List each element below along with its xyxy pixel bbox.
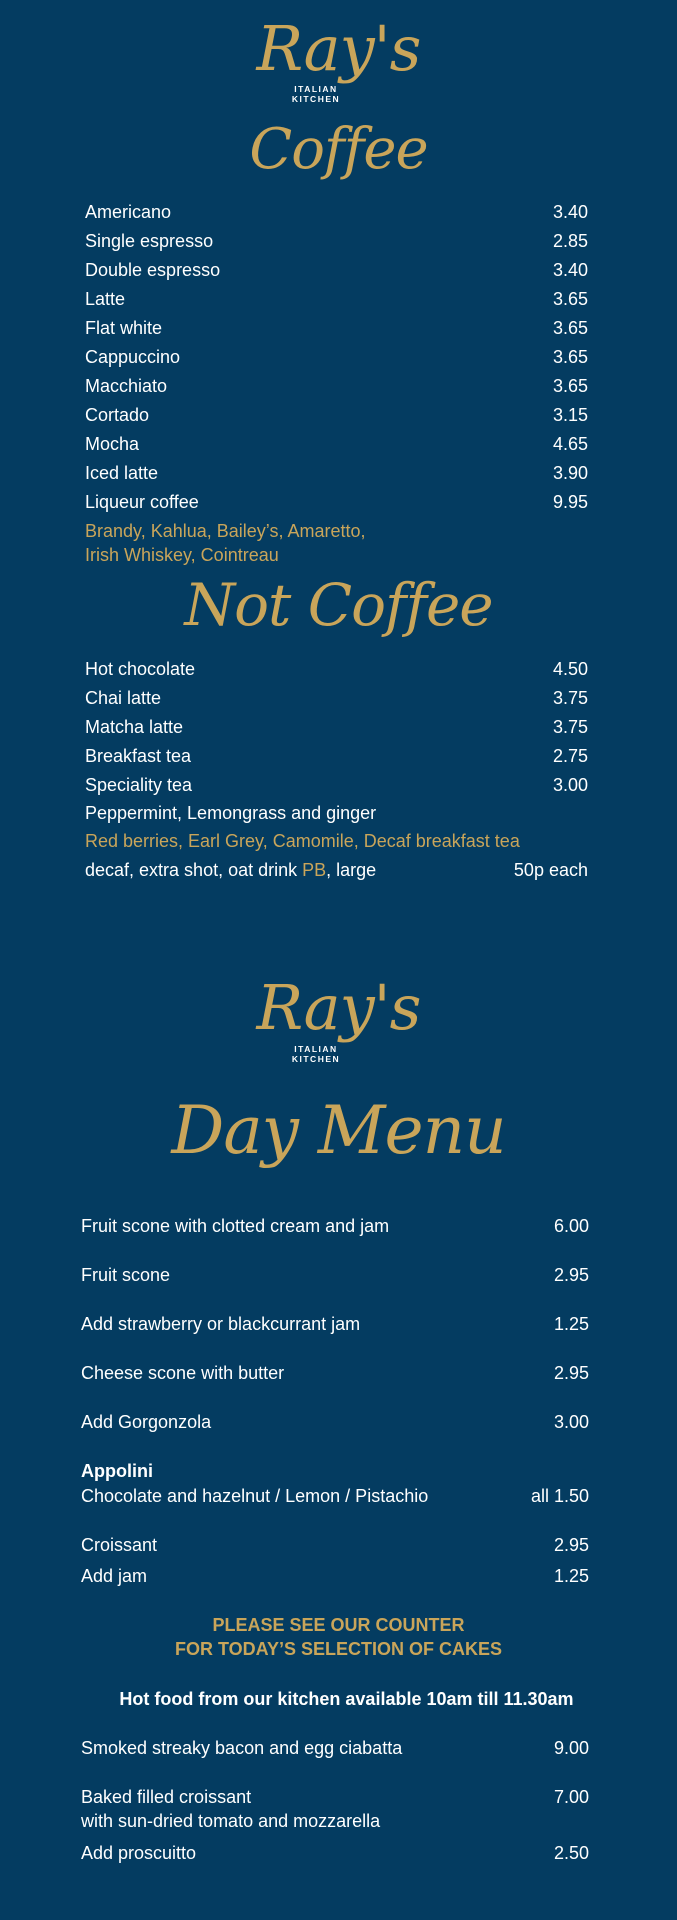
menu-item-name: Macchiato xyxy=(85,376,168,396)
menu-item-price: 9.95 xyxy=(552,492,588,512)
menu-item-name: Cheese scone with butter xyxy=(81,1363,285,1383)
menu-item-name: Add strawberry or blackcurrant jam xyxy=(81,1314,361,1334)
menu-item-price: 2.85 xyxy=(552,231,588,251)
brand-logo-top xyxy=(0,12,677,85)
tea-note-white: Peppermint, Lemongrass and ginger xyxy=(85,803,377,823)
menu-item-name: Americano xyxy=(85,202,172,222)
menu-item-name: Iced latte xyxy=(85,463,159,483)
baked-croissant-price: 7.00 xyxy=(553,1787,589,1807)
appolini-flavours: Chocolate and hazelnut / Lemon / Pistachio xyxy=(81,1486,429,1506)
menu-item-price: 3.75 xyxy=(552,688,588,708)
menu-item-name: Add proscuitto xyxy=(81,1843,197,1863)
brand-logo-sub-line2: KITCHEN xyxy=(291,94,341,104)
menu-item-name: Hot chocolate xyxy=(85,659,196,679)
menu-item-price: 3.65 xyxy=(552,376,588,396)
counter-notice-line2: FOR TODAY’S SELECTION OF CAKES xyxy=(174,1639,503,1659)
brand-logo-sub-line2: KITCHEN xyxy=(291,1054,341,1064)
menu-item-price: 3.65 xyxy=(552,289,588,309)
menu-item-name: Latte xyxy=(85,289,126,309)
tea-extras-price: 50p each xyxy=(513,860,588,880)
menu-item-price: 2.75 xyxy=(552,746,588,766)
tea-note-gold: Red berries, Earl Grey, Camomile, Decaf breakfast tea xyxy=(85,831,520,851)
menu-item-price: 1.25 xyxy=(553,1566,589,1586)
coffee-title: Coffee xyxy=(249,117,428,182)
menu-item-name: Add Gorgonzola xyxy=(81,1412,212,1432)
tea-extras-prefix: decaf, extra shot, oat drink xyxy=(85,860,303,880)
menu-item-price: 2.95 xyxy=(553,1265,589,1285)
menu-item-price: 3.40 xyxy=(552,202,588,222)
baked-croissant-detail-text: with sun-dried tomato and mozzarella xyxy=(81,1811,381,1831)
brand-logo-sub-line1: ITALIAN xyxy=(294,84,338,94)
menu-item-price: 3.00 xyxy=(552,775,588,795)
menu-item-name: Liqueur coffee xyxy=(85,492,199,512)
brand-logo-name: Ray's xyxy=(256,971,421,1044)
tea-extras-text xyxy=(85,859,376,881)
menu-item-name: Double espresso xyxy=(85,260,221,280)
brand-logo-sub xyxy=(291,1044,341,1064)
menu-item-price: 3.00 xyxy=(553,1412,589,1432)
menu-item-price: 4.65 xyxy=(552,434,588,454)
menu-item-price: 1.25 xyxy=(553,1314,589,1334)
liqueur-note-line1: Brandy, Kahlua, Bailey’s, Amaretto, xyxy=(85,521,366,541)
liqueur-note-line2: Irish Whiskey, Cointreau xyxy=(85,545,279,565)
menu-item-name: Flat white xyxy=(85,318,163,338)
menu-item-price: 3.75 xyxy=(552,717,588,737)
menu-item-name: Speciality tea xyxy=(85,775,193,795)
baked-croissant-name: Baked filled croissant xyxy=(81,1787,252,1807)
brand-logo-sub-line1: ITALIAN xyxy=(294,1044,338,1054)
tea-extras-pb: PB xyxy=(302,860,327,880)
menu-item-price: 2.95 xyxy=(553,1535,589,1555)
day-menu-title: Day Menu xyxy=(171,1092,506,1169)
not-coffee-title: Not Coffee xyxy=(184,571,493,639)
menu-item-name: Single espresso xyxy=(85,231,214,251)
menu-item-price: 6.00 xyxy=(553,1216,589,1236)
menu-item-price: 9.00 xyxy=(553,1738,589,1758)
counter-notice-line1: PLEASE SEE OUR COUNTER xyxy=(212,1615,465,1635)
menu-item-name: Chai latte xyxy=(85,688,162,708)
brand-logo-bottom xyxy=(0,971,677,1044)
appolini-price: all 1.50 xyxy=(530,1486,589,1506)
brand-logo-name: Ray's xyxy=(256,12,421,85)
tea-extras-suffix: , large xyxy=(326,860,377,880)
menu-item-name: Matcha latte xyxy=(85,717,184,737)
menu-item-name: Add jam xyxy=(81,1566,148,1586)
menu-item-price: 3.15 xyxy=(552,405,588,425)
menu-item-name: Croissant xyxy=(81,1535,158,1555)
menu-item-name: Fruit scone with clotted cream and jam xyxy=(81,1216,390,1236)
menu-item-price: 3.40 xyxy=(552,260,588,280)
menu-item-price: 2.50 xyxy=(553,1843,589,1863)
hot-food-heading: Hot food from our kitchen available 10am till 11.30am xyxy=(119,1689,574,1709)
brand-logo-sub xyxy=(291,84,341,104)
menu-item-price: 3.65 xyxy=(552,347,588,367)
menu-item-price: 3.90 xyxy=(552,463,588,483)
menu-item-name: Mocha xyxy=(85,434,140,454)
menu-item-name: Cortado xyxy=(85,405,150,425)
menu-item-name: Smoked streaky bacon and egg ciabatta xyxy=(81,1738,403,1758)
menu-item-name: Fruit scone xyxy=(81,1265,171,1285)
menu-item-price: 3.65 xyxy=(552,318,588,338)
menu-item-price: 4.50 xyxy=(552,659,588,679)
menu-item-name: Breakfast tea xyxy=(85,746,192,766)
appolini-heading-text: Appolini xyxy=(81,1461,153,1481)
menu-item-name: Cappuccino xyxy=(85,347,181,367)
menu-item-price: 2.95 xyxy=(553,1363,589,1383)
